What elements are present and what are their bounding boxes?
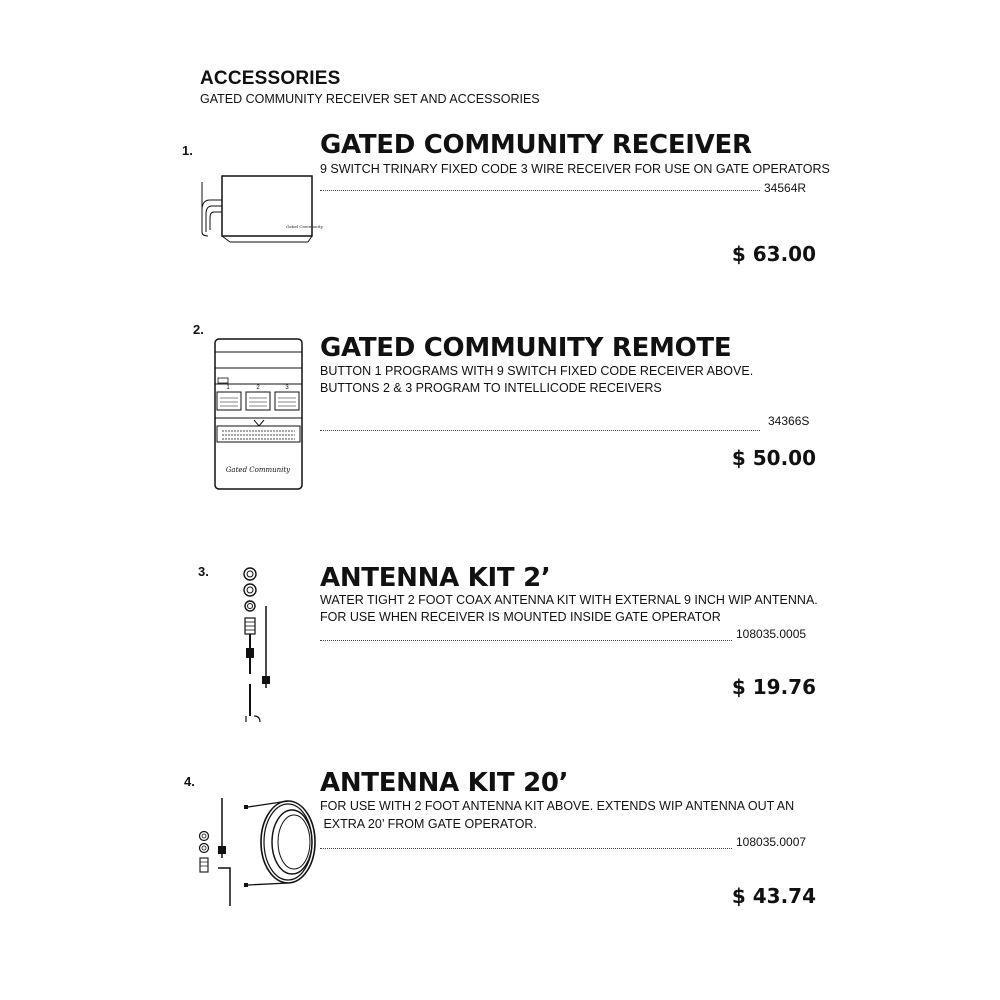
product-description-line-2: FOR USE WHEN RECEIVER IS MOUNTED INSIDE GATE OPERATOR (320, 610, 721, 624)
product-description: 9 SWITCH TRINARY FIXED CODE 3 WIRE RECEIVER FOR USE ON GATE OPERATORS (320, 162, 830, 176)
product-description-line-2: BUTTONS 2 & 3 PROGRAM TO INTELLICODE RECEIVERS (320, 381, 662, 395)
product-description-line-1: WATER TIGHT 2 FOOT COAX ANTENNA KIT WITH EXTERNAL 9 INCH WIP ANTENNA. (320, 593, 818, 607)
dotted-leader (320, 640, 732, 641)
dotted-leader (320, 430, 760, 431)
product-price: $ 63.00 (731, 242, 816, 266)
button-label: 3 (285, 385, 289, 391)
product-description-line-1: BUTTON 1 PROGRAMS WITH 9 SWITCH FIXED CODE RECEIVER ABOVE. (320, 364, 754, 378)
antenna-kit-2-image (236, 566, 276, 726)
dotted-leader (320, 190, 760, 191)
item-number: 4. (184, 774, 195, 789)
dotted-leader (320, 848, 732, 849)
product-description-line-1: FOR USE WITH 2 FOOT ANTENNA KIT ABOVE. EXTENDS WIP ANTENNA OUT AN (320, 799, 795, 813)
product-description-line-2: EXTRA 20’ FROM GATE OPERATOR. (320, 817, 537, 831)
product-title: ANTENNA KIT 2’ (320, 563, 551, 593)
product-price: $ 43.74 (731, 884, 816, 908)
product-title: ANTENNA KIT 20’ (320, 768, 569, 798)
product-sku: 34366S (768, 414, 810, 428)
button-label: 2 (256, 385, 260, 391)
receiver-image-label: Gated Community (286, 224, 323, 229)
product-sku: 108035.0005 (736, 627, 807, 641)
receiver-image (190, 170, 323, 250)
antenna-kit-20-image (196, 796, 316, 911)
product-sku: 108035.0007 (736, 835, 807, 849)
product-title: GATED COMMUNITY RECEIVER (320, 130, 752, 160)
remote-image-label: Gated Community (225, 466, 291, 474)
item-number: 3. (198, 564, 209, 579)
product-price: $ 19.76 (731, 675, 816, 699)
item-number: 1. (182, 143, 193, 158)
page-subtitle: GATED COMMUNITY RECEIVER SET AND ACCESSORIES (200, 92, 540, 106)
product-price: $ 50.00 (731, 446, 816, 470)
product-sku: 34564R (764, 181, 807, 195)
remote-image (214, 338, 304, 491)
page-title: ACCESSORIES (200, 68, 341, 89)
button-label: 1 (226, 385, 230, 391)
product-title: GATED COMMUNITY REMOTE (320, 333, 732, 363)
item-number: 2. (193, 322, 204, 337)
